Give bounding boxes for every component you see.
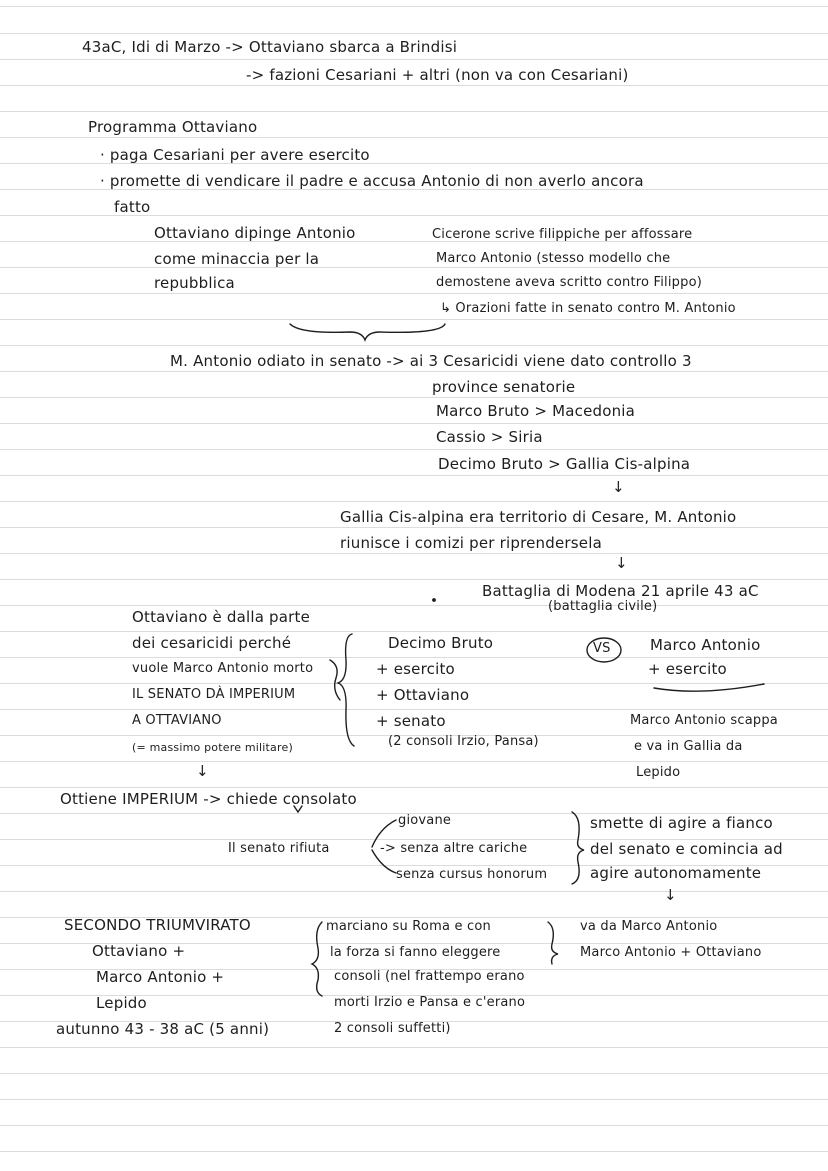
smette-line-1: smette di agire a fianco xyxy=(590,814,773,832)
right-brace-icon xyxy=(548,922,558,964)
underbrace-icon xyxy=(290,324,445,340)
down-arrow-icon: ↓ xyxy=(612,478,625,496)
va-da-line-1: va da Marco Antonio xyxy=(580,919,718,934)
decimo-line-4: + senato xyxy=(376,712,446,730)
odiato-line-3: Marco Bruto > Macedonia xyxy=(436,402,636,420)
programma-title: Programma Ottaviano xyxy=(88,118,258,136)
header-line-2: -> fazioni Cesariani + altri (non va con Cesariani) xyxy=(246,66,629,84)
senato-rifiuta: Il senato rifiuta xyxy=(228,841,330,856)
marciano-line-4: morti Irzio e Pansa e c'erano xyxy=(334,995,526,1010)
left-brace-icon xyxy=(312,922,322,996)
ottaviano-dipinge-line-2: come minaccia per la xyxy=(154,250,320,268)
smette-line-2: del senato e comincia ad xyxy=(590,840,783,858)
battaglia-subtitle: (battaglia civile) xyxy=(548,599,658,614)
decimo-line-3: + Ottaviano xyxy=(376,686,470,704)
triumvirato-title: SECONDO TRIUMVIRATO xyxy=(64,916,251,934)
marciano-line-5: 2 consoli suffetti) xyxy=(334,1021,451,1036)
marco-line-1: Marco Antonio xyxy=(650,636,761,654)
ottaviano-parte-line-2: dei cesaricidi perché xyxy=(132,634,292,652)
marco-line-4: e va in Gallia da xyxy=(634,739,743,754)
battaglia-title: Battaglia di Modena 21 aprile 43 aC xyxy=(482,582,759,600)
cicerone-line-1: Cicerone scrive filippiche per affossare xyxy=(432,227,693,242)
decimo-line-1: Decimo Bruto xyxy=(388,634,494,652)
odiato-line-5: Decimo Bruto > Gallia Cis-alpina xyxy=(438,455,691,473)
programma-bullet-2-cont: fatto xyxy=(114,198,151,216)
rifiuta-reason-1: giovane xyxy=(398,813,452,828)
gallia-line-2: riunisce i comizi per riprendersela xyxy=(340,534,602,552)
odiato-line-1: M. Antonio odiato in senato -> ai 3 Cesaricidi viene dato controllo 3 xyxy=(170,352,692,370)
ottaviano-parte-line-4: IL SENATO DÀ IMPERIUM xyxy=(132,687,296,702)
vs-circle-icon xyxy=(587,638,621,662)
ottaviano-dipinge-line-1: Ottaviano dipinge Antonio xyxy=(154,224,356,242)
underbrace-icon xyxy=(654,684,764,691)
bracket-curve-icon xyxy=(330,660,340,700)
dot-mark xyxy=(433,599,435,601)
odiato-line-2: province senatorie xyxy=(432,378,576,396)
rifiuta-reason-3: senza cursus honorum xyxy=(396,867,548,882)
odiato-line-4: Cassio > Siria xyxy=(436,428,543,446)
smette-line-3: agire autonomamente xyxy=(590,864,762,882)
cicerone-line-4: ↳ Orazioni fatte in senato contro M. Antonio xyxy=(440,301,736,316)
marco-line-3: Marco Antonio scappa xyxy=(630,713,778,728)
down-arrow-icon: ↓ xyxy=(664,886,677,904)
rifiuta-reason-2: -> senza altre cariche xyxy=(380,841,528,856)
marciano-line-3: consoli (nel frattempo erano xyxy=(334,969,525,984)
triumvirato-line-4: Lepido xyxy=(96,994,147,1012)
vs-label: VS xyxy=(593,641,611,656)
ottaviano-parte-line-5: A OTTAVIANO xyxy=(132,713,222,728)
triumvirato-line-5: autunno 43 - 38 aC (5 anni) xyxy=(56,1020,270,1038)
down-arrow-icon: ↓ xyxy=(196,762,209,780)
down-arrow-icon: ↓ xyxy=(615,554,628,572)
arrow-branch-icon xyxy=(372,850,396,873)
triumvirato-line-3: Marco Antonio + xyxy=(96,968,225,986)
cicerone-line-2: Marco Antonio (stesso modello che xyxy=(436,251,671,266)
marciano-line-1: marciano su Roma e con xyxy=(326,919,491,934)
marciano-line-2: la forza si fanno eleggere xyxy=(330,945,501,960)
header-line-1: 43aC, Idi di Marzo -> Ottaviano sbarca a Brindisi xyxy=(82,38,458,56)
va-da-line-2: Marco Antonio + Ottaviano xyxy=(580,945,762,960)
arrow-branch-icon xyxy=(372,820,396,847)
decimo-line-2: + esercito xyxy=(376,660,455,678)
marco-line-5: Lepido xyxy=(636,765,681,780)
ottaviano-dipinge-line-3: repubblica xyxy=(154,274,235,292)
ottaviano-parte-line-3: vuole Marco Antonio morto xyxy=(132,661,314,676)
right-brace-icon xyxy=(572,812,584,884)
gallia-line-1: Gallia Cis-alpina era territorio di Cesare, M. Antonio xyxy=(340,508,737,526)
ottaviano-parte-line-1: Ottaviano è dalla parte xyxy=(132,608,311,626)
marco-line-2: + esercito xyxy=(648,660,727,678)
decimo-line-5: (2 consoli Irzio, Pansa) xyxy=(388,734,539,749)
cicerone-line-3: demostene aveva scritto contro Filippo) xyxy=(436,275,702,290)
ottaviano-parte-line-6: (= massimo potere militare) xyxy=(132,741,293,754)
imperium-line: Ottiene IMPERIUM -> chiede consolato xyxy=(60,790,357,808)
programma-bullet-1: · paga Cesariani per avere esercito xyxy=(100,146,370,164)
caret-mark xyxy=(294,806,302,812)
left-brace-icon xyxy=(338,634,354,746)
triumvirato-line-2: Ottaviano + xyxy=(92,942,186,960)
programma-bullet-2: · promette di vendicare il padre e accusa Antonio di non averlo ancora xyxy=(100,172,644,190)
